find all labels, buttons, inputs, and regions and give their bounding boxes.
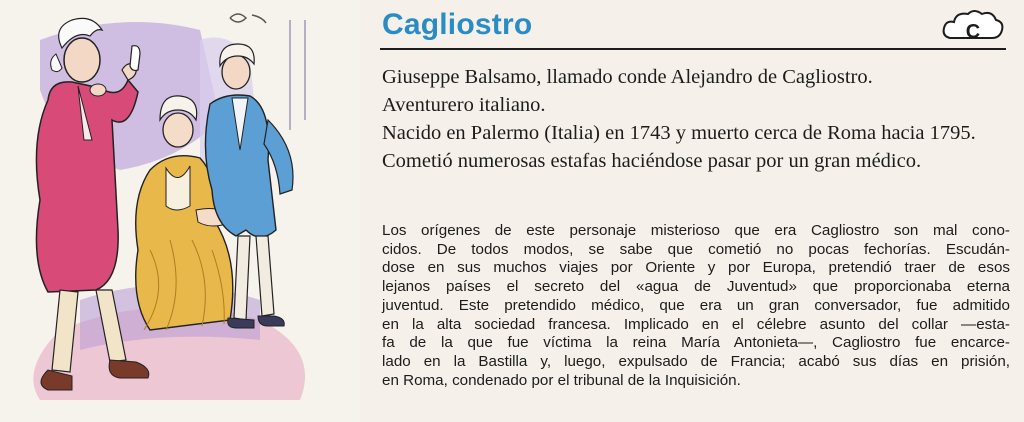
body-text	[382, 222, 1010, 390]
cagliostro-illustration	[0, 0, 360, 422]
cloud-c-logo-icon	[940, 8, 1006, 48]
body-line: dose en sus muchos viajes por Oriente y por Europa, pretendió traer de esos	[382, 259, 1010, 277]
summary-line: Cometió numerosas estafas haciéndose pasar por un gran médico.	[382, 150, 922, 172]
page-title: Cagliostro	[382, 8, 533, 41]
body-line: lado en la Bastilla y, luego, expulsado de Francia; acabó sus días en prisión,	[382, 352, 1010, 370]
title-rule	[380, 48, 1006, 50]
body-line: juventud. Este pretendido médico, que era un gran conversador, fue admitido	[382, 296, 1010, 314]
body-line: en la alta sociedad francesa. Implicado en el célebre asunto del collar —esta-	[382, 315, 1010, 333]
body-line: lejanos países el secreto del «agua de Juventud» que proporcionaba eterna	[382, 278, 1010, 296]
summary-line: Giuseppe Balsamo, llamado conde Alejandro de Cagliostro.	[382, 66, 873, 88]
summary-block	[382, 64, 1010, 174]
body-line: fa de la que fue víctima la reina María Antonieta—, Cagliostro fue encarce-	[382, 334, 1010, 352]
summary-line: Aventurero italiano.	[382, 94, 546, 116]
logo-letter: C	[965, 21, 981, 43]
body-line: en Roma, condenado por el tribunal de la Inquisición.	[382, 371, 741, 389]
body-line: Los orígenes de este personaje misterioso que era Cagliostro son mal cono-	[382, 222, 1010, 239]
summary-line: Nacido en Palermo (Italia) en 1743 y muerto cerca de Roma hacia 1795.	[382, 122, 976, 144]
body-line: cidos. De todos modos, se sabe que cometió no pocas fechorías. Escudán-	[382, 240, 1010, 258]
